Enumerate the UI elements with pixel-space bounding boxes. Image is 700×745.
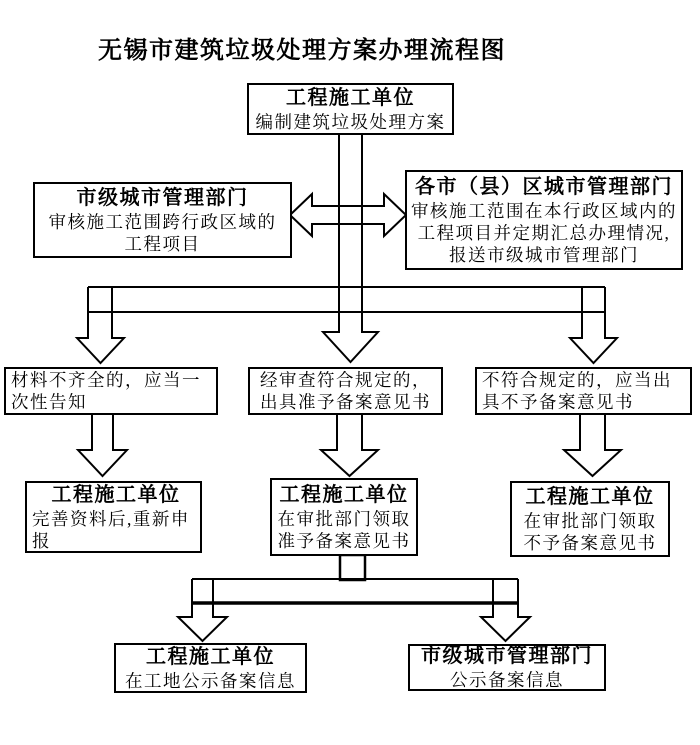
- node-city-publicity: [408, 644, 606, 691]
- node-title: 工程施工单位: [146, 645, 275, 668]
- node-approved: [248, 367, 443, 415]
- node-title: 工程施工单位: [51, 483, 181, 506]
- node-text-line: 材料不齐全的，应当一: [11, 370, 201, 390]
- node-text-line: 审核施工范围在本行政区域内的: [411, 200, 677, 221]
- node-rejected: [475, 367, 692, 415]
- node-title: 工程施工单位: [286, 86, 415, 109]
- arrow-rejected-down-icon: [564, 414, 621, 476]
- node-title: 市级城市管理部门: [421, 645, 593, 667]
- double-arrow-horizontal-icon: [290, 194, 406, 236]
- node-text-line: 准予备案意见书: [277, 530, 411, 551]
- node-text-line: 在审批部门领取: [523, 510, 657, 531]
- node-text-line: 次性告知: [11, 392, 87, 412]
- node-text-line: 不予备案意见书: [523, 532, 657, 553]
- node-title: 工程施工单位: [279, 483, 409, 506]
- arrow-approved-down-icon: [321, 414, 378, 476]
- node-text-line: 报送市级城市管理部门: [449, 244, 639, 265]
- node-text-line: 在审批部门领取: [277, 508, 411, 529]
- node-city-mgmt-dept: [33, 182, 292, 258]
- node-title: 市级城市管理部门: [76, 186, 249, 209]
- node-text-line: 完善资料后,重新申: [32, 508, 190, 529]
- node-text-line: 出具准予备案意见书: [260, 392, 431, 412]
- connector-stub: [340, 555, 365, 580]
- node-text-line: 不符合规定的，应当出: [482, 370, 672, 390]
- arrow-bar-right-icon: [570, 287, 617, 363]
- node-text-line: 具不予备案意见书: [482, 392, 634, 412]
- node-text-line: 在工地公示备案信息: [125, 670, 296, 691]
- distribution-bar-top: [88, 287, 605, 312]
- arrow-branch-left-icon: [178, 579, 227, 641]
- node-text-line: 工程项目: [124, 233, 201, 254]
- arrow-branch-right-icon: [481, 579, 530, 641]
- arrow-start-down-icon: [323, 135, 378, 362]
- node-text-line: 审核施工范围跨行政区域的: [48, 211, 277, 232]
- page-title: 无锡市建筑垃圾处理方案办理流程图: [98, 38, 506, 64]
- node-text-line: 公示备案信息: [450, 670, 564, 690]
- node-construction-unit-start: [247, 83, 454, 135]
- node-title: 工程施工单位: [525, 485, 655, 508]
- node-text-line: 编制建筑垃圾处理方案: [255, 111, 446, 132]
- arrow-incomplete-down-icon: [78, 414, 127, 476]
- node-text-line: 报: [32, 530, 51, 551]
- arrow-bar-left-icon: [77, 287, 124, 363]
- node-site-publicity: [114, 643, 307, 693]
- node-title: 各市（县）区城市管理部门: [415, 175, 673, 198]
- node-incomplete-materials: [4, 367, 218, 415]
- node-text-line: 经审查符合规定的，: [260, 370, 431, 390]
- node-collect-rejection: [510, 481, 670, 557]
- node-district-mgmt-dept: [405, 170, 683, 270]
- node-collect-approval: [270, 478, 418, 556]
- node-resubmit: [25, 481, 202, 553]
- node-text-line: 工程项目并定期汇总办理情况,: [417, 222, 671, 243]
